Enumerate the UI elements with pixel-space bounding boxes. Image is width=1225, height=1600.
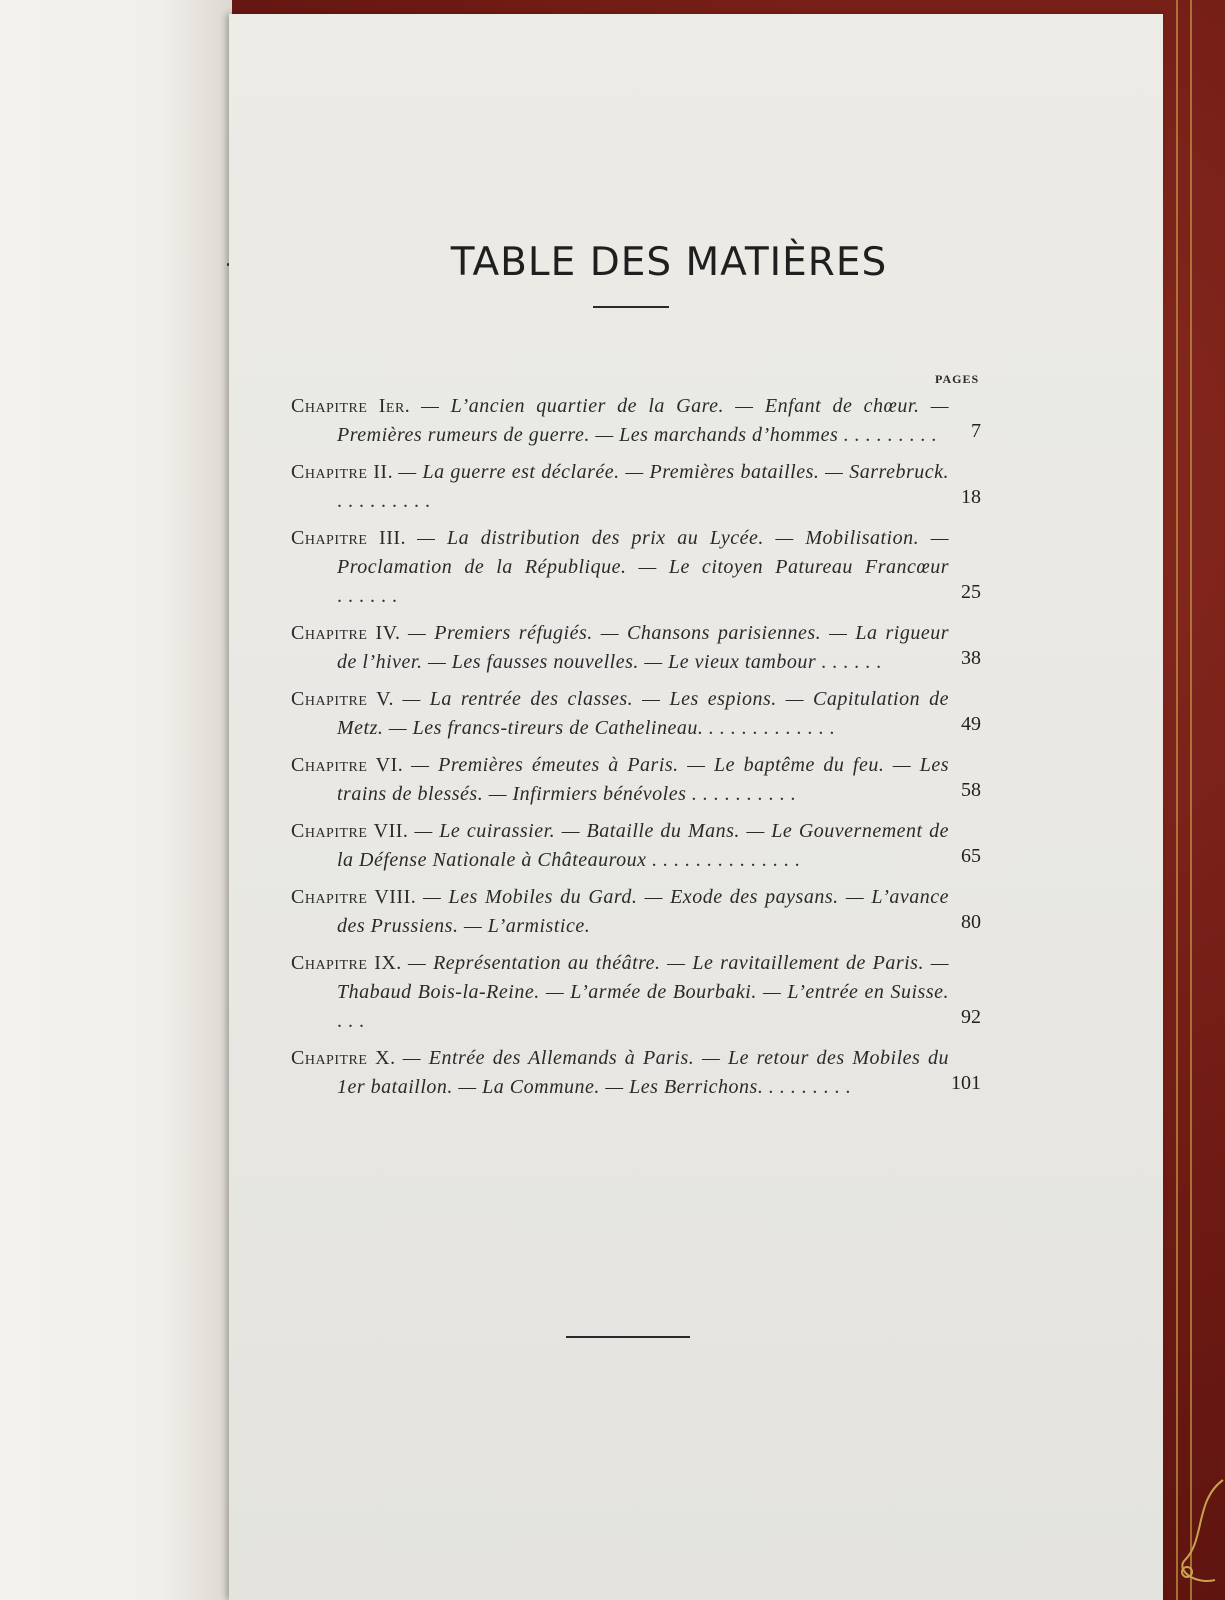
toc-entry: Chapitre II. — La guerre est déclarée. — Premières batailles. — Sarrebruck. ......... 18 — [291, 461, 981, 512]
toc-list — [291, 392, 981, 1110]
page-number: 80 — [961, 911, 981, 933]
toc-entry: Chapitre VII. — Le cuirassier. — Bataille du Mans. — Le Gouvernement de la Défense Nationale à Châteauroux .............. 65 — [291, 820, 981, 871]
chapter-label: Chapitre Ier. — [291, 395, 411, 417]
page-number: 65 — [961, 845, 981, 867]
page-number: 25 — [961, 581, 981, 603]
page-number: 58 — [961, 779, 981, 801]
chapter-description: — La distribution des prix au Lycée. — Mobilisation. — Proclamation de la République. — Le citoyen Patureau Francœur — [337, 527, 949, 578]
toc-entry: Chapitre VI. — Premières émeutes à Paris. — Le baptême du feu. — Les trains de blessés. — Infirmiers bénévoles .......... 58 — [291, 754, 981, 805]
chapter-label: Chapitre VI. — [291, 754, 404, 776]
chapter-description: — Premières émeutes à Paris. — Le baptême du feu. — Les trains de blessés. — Infirmiers bénévoles — [337, 754, 949, 805]
pages-column-header: PAGES — [935, 372, 980, 386]
toc-entry: Chapitre V. — La rentrée des classes. — Les espions. — Capitulation de Metz. — Les francs-tireurs de Cathelineau. ............ 49 — [291, 688, 981, 739]
gilt-border-line — [1176, 0, 1178, 1600]
chapter-label: Chapitre II. — [291, 461, 394, 483]
gilt-ornament-icon — [1165, 1460, 1225, 1600]
toc-entry: Chapitre Ier. — L’ancien quartier de la Gare. — Enfant de chœur. — Premières rumeurs de guerre. — Les marchands d’hommes ......... 7 — [291, 395, 981, 446]
chapter-label: Chapitre IV. — [291, 622, 401, 644]
gilt-border-line — [1190, 0, 1192, 1600]
toc-entry — [291, 883, 981, 941]
page-number: 101 — [951, 1072, 981, 1094]
closing-rule — [566, 1336, 690, 1338]
toc-entry: Chapitre IX. — Représentation au théâtre. — Le ravitaillement de Paris. — Thabaud Bois-la-Reine. — L’armée de Bourbaki. — L’entrée en Suisse. ... 92 — [291, 952, 981, 1032]
chapter-label: Chapitre X. — [291, 1047, 396, 1069]
chapter-description: — Entrée des Allemands à Paris. — Le retour des Mobiles du 1er bataillon. — La Commune. — Les Berrichons. — [337, 1047, 949, 1098]
page-number: 49 — [961, 713, 981, 735]
page-number: 18 — [961, 486, 981, 508]
chapter-label: Chapitre VII. — [291, 820, 409, 842]
title-rule — [593, 306, 669, 308]
chapter-description: — L’ancien quartier de la Gare. — Enfant de chœur. — Premières rumeurs de guerre. — Les marchands d’hommes — [337, 395, 950, 446]
page-number: 7 — [971, 420, 981, 442]
page-number: 38 — [961, 647, 981, 669]
facing-blank-page — [0, 0, 232, 1600]
chapter-label: Chapitre V. — [291, 688, 394, 710]
toc-page — [229, 14, 1163, 1600]
toc-entry: Chapitre III. — La distribution des prix au Lycée. — Mobilisation. — Proclamation de la République. — Le citoyen Patureau Francœur ...... 25 — [291, 527, 981, 607]
chapter-label: Chapitre IX. — [291, 952, 402, 974]
chapter-description: — Premiers réfugiés. — Chansons parisiennes. — La rigueur de l’hiver. — Les fausses nouvelles. — Le vieux tambour — [337, 622, 950, 673]
chapter-description: — Représentation au théâtre. — Le ravitaillement de Paris. — Thabaud Bois-la-Reine. — L’armée de Bourbaki. — L’entrée en Suisse. — [337, 952, 949, 1003]
chapter-label: Chapitre VIII. — [291, 886, 417, 908]
chapter-label: Chapitre III. — [291, 527, 407, 549]
toc-entry: Chapitre X. — Entrée des Allemands à Paris. — Le retour des Mobiles du 1er bataillon. — La Commune. — Les Berrichons. ........ 101 — [291, 1047, 981, 1098]
page-number: 92 — [961, 1006, 981, 1028]
chapter-description: — Le cuirassier. — Bataille du Mans. — Le Gouvernement de la Défense Nationale à Châteauroux — [337, 820, 949, 871]
page-title: TABLE DES MATIÈRES — [450, 240, 888, 285]
toc-entry: Chapitre IV. — Premiers réfugiés. — Chansons parisiennes. — La rigueur de l’hiver. — Les fausses nouvelles. — Le vieux tambour ...... 38 — [291, 622, 981, 673]
chapter-description: — La rentrée des classes. — Les espions. — Capitulation de Metz. — Les francs-tireurs de Cathelineau. — [337, 688, 949, 739]
chapter-description: — Les Mobiles du Gard. — Exode des paysans. — L’avance des Prussiens. — L’armistice. — [337, 886, 950, 937]
chapter-description: — La guerre est déclarée. — Premières batailles. — Sarrebruck. — [398, 461, 949, 483]
